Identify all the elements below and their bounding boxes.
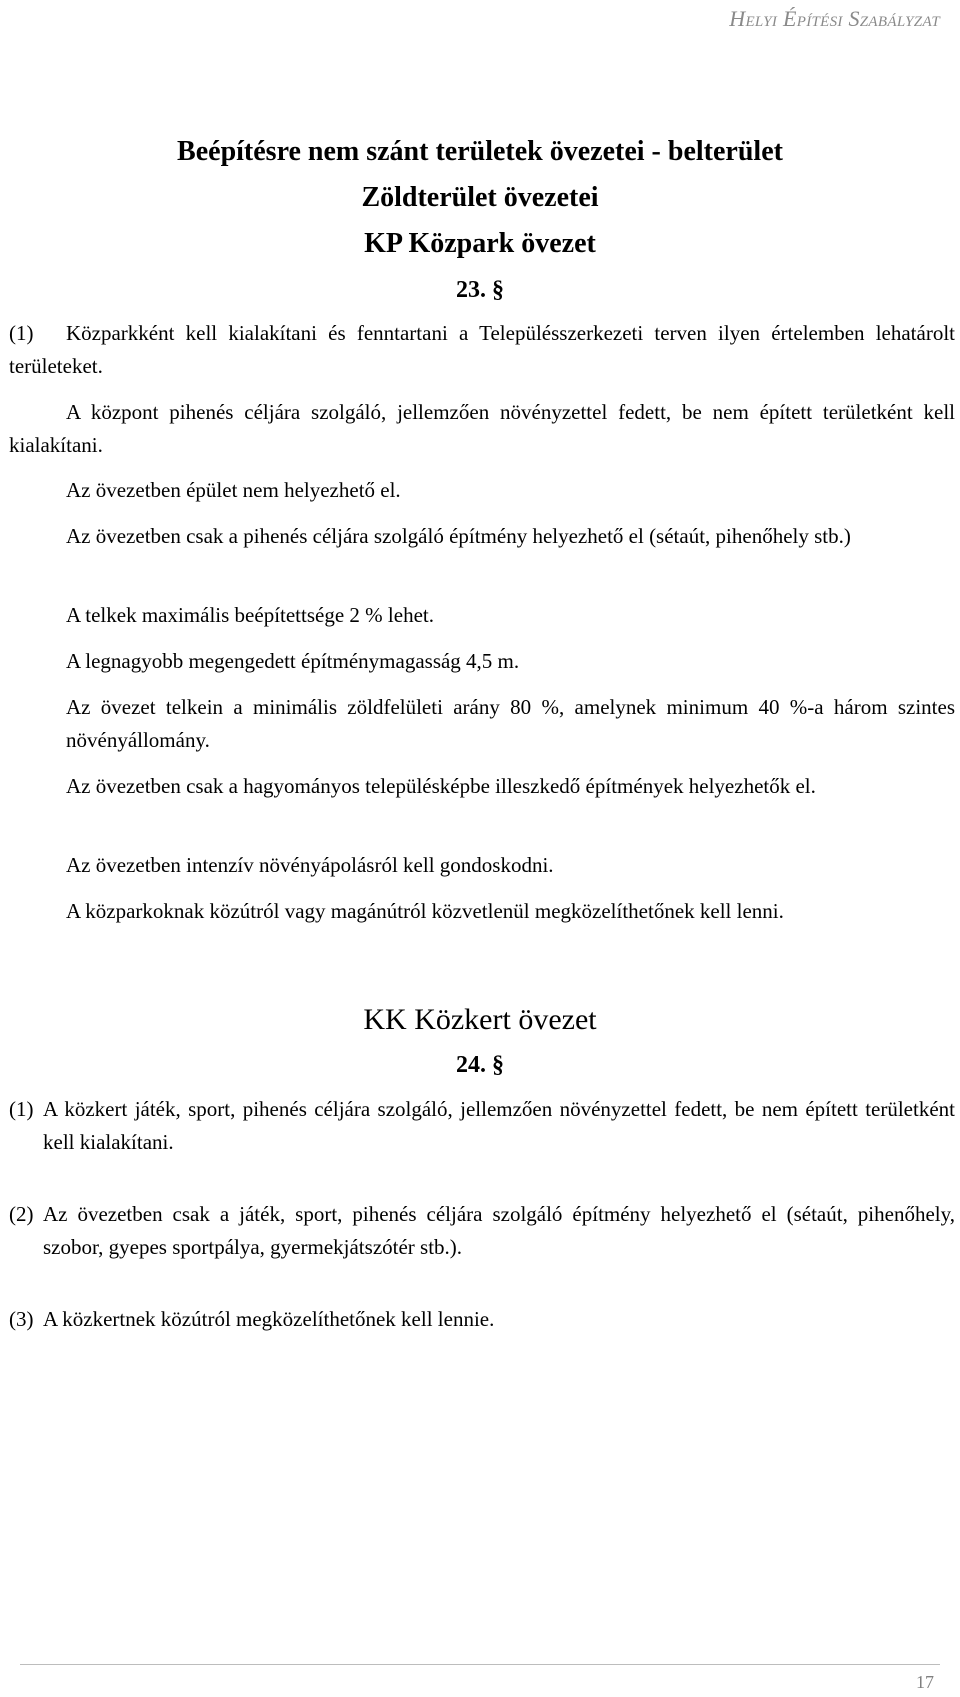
heading-kk-zone: KK Közkert övezet: [363, 1003, 597, 1036]
para-text: A közkertnek közútról megközelíthetőnek kell lennie.: [43, 1307, 495, 1331]
para-23-8: [9, 770, 955, 803]
para-text: A legnagyobb megengedett építménymagasság 4,5 m.: [66, 649, 520, 673]
para-number: (3): [9, 1307, 34, 1331]
para-text: Az övezetben intenzív növényápolásról kell gondoskodni.: [66, 853, 554, 877]
para-text: A központ pihenés céljára szolgáló, jellemzően növényzettel fedett, be nem épített területként kell kialakítani.: [9, 400, 955, 457]
footer-divider: [20, 1664, 940, 1665]
para-23-4: [9, 520, 955, 553]
para-23-7: [9, 691, 955, 757]
para-text: A közparkoknak közútról vagy magánútról közvetlenül megközelíthetőnek kell lenni.: [66, 899, 784, 923]
para-number: (1): [9, 1097, 34, 1121]
para-text: A közkert játék, sport, pihenés céljára szolgáló, jellemzően növényzettel fedett, be nem épített területként kell kialakítani.: [43, 1097, 955, 1154]
para-23-2: [9, 396, 955, 462]
para-23-5: [9, 599, 955, 632]
para-23-6: [9, 645, 955, 678]
running-header: Helyi Építési Szabályzat: [729, 6, 940, 31]
heading-green-zones: Zöldterület övezetei: [361, 182, 599, 213]
para-24-2: [9, 1198, 955, 1264]
para-text: A telkek maximális beépítettsége 2 % lehet.: [66, 603, 434, 627]
section-24-number: 24. §: [456, 1052, 504, 1078]
para-23-10: [9, 895, 955, 928]
heading-zone-category: Beépítésre nem szánt területek övezetei - belterület: [177, 136, 783, 167]
para-text: Az övezetben csak a hagyományos településképbe illeszkedő építmények helyezhetők el.: [66, 774, 816, 798]
para-number: (1): [9, 321, 34, 345]
section-23-number: 23. §: [456, 277, 504, 303]
para-text: Az övezetben épület nem helyezhető el.: [66, 478, 401, 502]
para-23-9: [9, 849, 955, 882]
para-24-3: [9, 1303, 955, 1336]
para-text: Az övezet telkein a minimális zöldfelületi arány 80 %, amelynek minimum 40 %-a három szintes növényállomány.: [66, 695, 955, 752]
para-23-3: [9, 474, 955, 507]
para-text: Az övezetben csak a játék, sport, pihenés céljára szolgáló építmény helyezhető el (sétaút, pihenőhely, szobor, gyepes sportpálya, gyermekjátszótér stb.).: [43, 1202, 955, 1259]
para-23-1: [9, 317, 955, 383]
para-number: (2): [9, 1202, 34, 1226]
para-text: Az övezetben csak a pihenés céljára szolgáló építmény helyezhető el (sétaút, pihenőhely stb.): [66, 524, 851, 548]
para-24-1: [9, 1093, 955, 1159]
para-text: Közparkként kell kialakítani és fenntartani a Településszerkezeti terven ilyen értelemben lehatárolt területeket.: [9, 321, 955, 378]
page-number: 17: [916, 1672, 934, 1692]
heading-kp-zone: KP Közpark övezet: [364, 228, 596, 259]
